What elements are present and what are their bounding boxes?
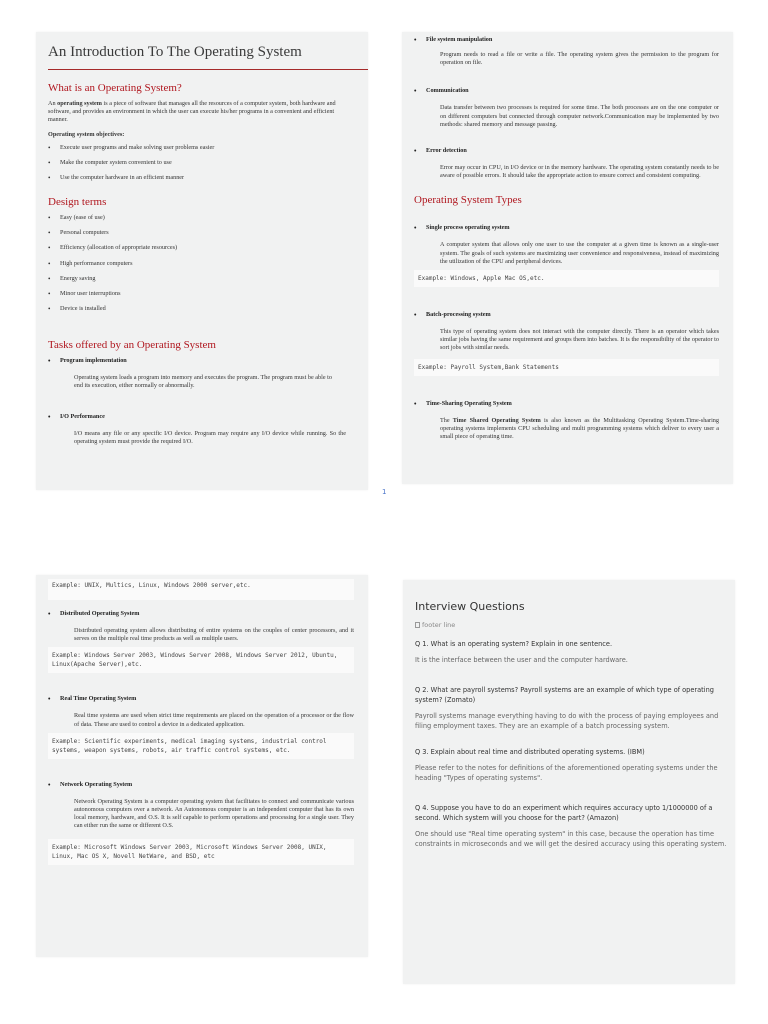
what-is-intro: An operating system is a piece of software that manages all the resources of a computer system, both hardware and software, and provides an environment in which the user can execute his/her programs in a convenient and efficient manner. [48,100,336,124]
type-text: The Time Shared Operating System is also known as the Multitasking Operating System.Time-sharing operating systems implements CPU scheduling and multi programming systems which deliver to every user a small piece of operating time. [440,416,719,441]
design-terms-list [48,214,368,313]
answer: Payroll systems manage everything having to do with the process of paying employees and filing employment taxes. They are an example of a batch processing system. [415,712,719,730]
type-text: A computer system that allows only one user to use the computer at a given time is known as a single-user system. The goals of such systems are maximizing user convenience and responsiveness, instead of maximizing the utilization of the CPU and peripheral devices. [440,241,719,265]
list-item: • Execute user programs and make solving user problems easier [48,144,368,152]
task-text: I/O means any file or any specific I/O device. Program may require any I/O device while running. So the operating system must provide the required I/O. [74,429,346,445]
objectives-list [48,144,368,182]
list-item: • Personal computers [48,229,368,237]
document-title: An Introduction To The Operating System [48,42,368,70]
page-number: 1 [382,488,387,496]
task-title: • Communication [414,87,719,94]
list-item: • Energy saving [48,275,368,283]
list-item: • Easy (ease of use) [48,214,368,222]
code-example: Example: UNIX, Multics, Linux, Windows 2000 server,etc. [48,579,354,600]
list-item: • High performance computers [48,260,368,268]
footer-line-image [415,621,727,629]
image-alt-text: footer line [422,621,456,629]
list-item: • Make the computer system convenient to use [48,159,368,167]
list-item: • Minor user interruptions [48,290,368,298]
list-item: • Efficiency (allocation of appropriate resources) [48,244,368,252]
question: Q 3. Explain about real time and distributed operating systems. (IBM) [415,748,645,756]
task-text: Program needs to read a file or write a file. The operating system gives the permission to the program for operation on file. [440,51,719,67]
page-2 [402,32,733,484]
what-is-heading: What is an Operating System? [48,82,182,94]
interview-questions-title: Interview Questions [415,600,525,613]
task-text: Data transfer between two processes is required for some time. The both processes are on the one computer or on different computers but connected through computer network.Communication may be implemented by two methods: shared memory and message passing. [440,104,719,128]
page-1 [36,32,368,490]
question: Q 4. Suppose you have to do an experiment which requires accuracy upto 1/1000000 of a second. Which system will you choose for the part? (Amazon) [415,804,713,822]
task-title: • Error detection [414,147,719,154]
code-example: Example: Microsoft Windows Server 2003, Microsoft Windows Server 2008, UNIX, Linux, Mac OS X, Novell NetWare, and BSD, etc [48,839,354,865]
answer: Please refer to the notes for definitions of the aforementioned operating systems under the heading "Types of operating systems". [415,764,718,782]
type-title: • Time-Sharing Operating System [414,400,719,407]
type-text: Distributed operating system allows distributing of entire systems on the couples of center processors, and it serves on the multiple real time products as well as multiple users. [74,627,354,643]
objectives-label: Operating system objectives: [48,130,125,138]
answer: It is the interface between the user and the computer hardware. [415,656,628,664]
type-title: • Single process operating system [414,224,719,231]
os-types-heading: Operating System Types [414,194,522,207]
code-example: Example: Payroll System,Bank Statements [414,359,719,376]
answer: One should use "Real time operating system" in this case, because the operation has time constraints in microseconds and we will get the desired accuracy using this operating system. [415,830,727,848]
design-terms-heading: Design terms [48,195,107,208]
code-example: Example: Windows, Apple Mac OS,etc. [414,270,719,287]
task-title: • File system manipulation [414,36,719,43]
page-4 [403,580,735,984]
question: Q 1. What is an operating system? Explain in one sentence. [415,640,613,648]
question: Q 2. What are payroll systems? Payroll systems are an example of which type of operating system? (Zomato) [415,686,714,704]
type-title: • Distributed Operating System [48,610,354,617]
page-3 [36,575,368,957]
type-title: • Network Operating System [48,781,354,788]
type-title: • Batch-processing system [414,311,719,318]
type-text: Real time systems are used when strict time requirements are placed on the operation of a processor or the flow of data. These are used to control a device in a dedicated application. [74,712,354,728]
list-item: • Use the computer hardware in an efficient manner [48,174,368,182]
type-text: Network Operating System is a computer operating system that facilitates to connect and communicate various autonomous computers over a network. An Autonomous computer is an independent computer that has its own local memory, hardware, and O.S. It is self capable to perform operations and processing for a single user. They can either run the same or different O.S. [74,797,354,830]
task-title: • Program implementation [48,357,368,364]
task-text: Error may occur in CPU, in I/O device or in the memory hardware. The operating system constantly needs to be aware of possible errors. It should take the appropriate action to ensure correct and consistent computing. [440,164,719,180]
tasks-heading: Tasks offered by an Operating System [48,339,216,352]
type-title: • Real Time Operating System [48,695,354,702]
code-example: Example: Scientific experiments, medical imaging systems, industrial control systems, weapon systems, robots, air traffic control systems, etc. [48,733,354,759]
code-example: Example: Windows Server 2003, Windows Server 2008, Windows Server 2012, Ubuntu, Linux(Apache Server),etc. [48,647,354,673]
broken-image-icon [415,622,420,628]
task-title: • I/O Performance [48,413,368,420]
task-text: Operating system loads a program into memory and executes the program. The program must be able to end its execution, either normally or abnormally. [74,374,332,390]
type-text: This type of operating system does not interact with the computer directly. There is an operator which takes similar jobs having the same requirement and groups them into batches. It is the responsibility of the operator to sort jobs with similar needs. [440,328,719,352]
list-item: • Device is installed [48,305,368,313]
